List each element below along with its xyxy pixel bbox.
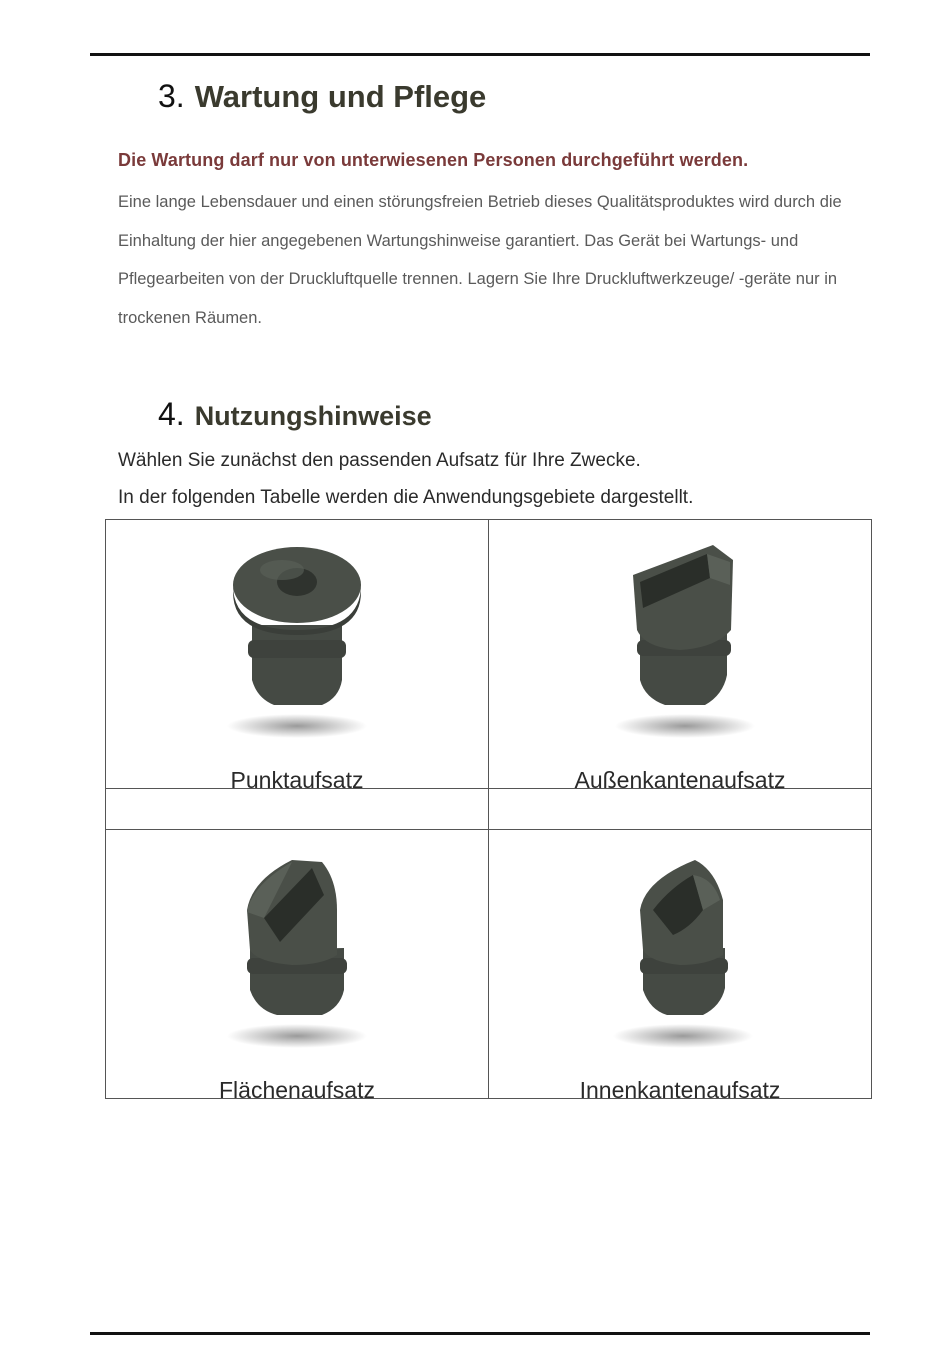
flat-attachment-image (212, 840, 382, 1050)
caption-outer-edge: Außenkantenaufsatz (574, 767, 786, 793)
outer-edge-attachment-image (595, 530, 765, 740)
section-4-number: 4 (158, 396, 176, 432)
section-4-title: Nutzungshinweise (194, 401, 432, 431)
section-3-title: Wartung und Pflege (194, 79, 487, 114)
caption-point: Punktaufsatz (230, 767, 364, 793)
maintenance-warning: Die Wartung darf nur von unterwiesenen Personen durchgeführt werden. (118, 150, 749, 170)
attachment-cell-inner-edge (489, 830, 872, 1103)
section-3-heading: 3 . Wartung und Pflege (158, 78, 487, 114)
maintenance-paragraph: Eine lange Lebensdauer und einen störungsfreien Betrieb dieses Qualitätsproduktes wird durch die Einhaltung der hier angegebenen Wartungshinweise garantiert. Das Gerät bei Wartungs- und Pflegearbeiten von der Druckluftquelle trennen. Lagern Sie Ihre Druckluftwerkzeuge/ -geräte nur in trockenen Räumen. (118, 193, 842, 327)
usage-intro-line-2: In der folgenden Tabelle werden die Anwendungsgebiete dargestellt. (118, 487, 694, 508)
usage-intro-line-1: Wählen Sie zunächst den passenden Aufsatz für Ihre Zwecke. (118, 450, 641, 471)
attachment-cell-outer-edge (489, 520, 872, 793)
caption-inner-edge: Innenkantenaufsatz (579, 1077, 781, 1103)
inner-edge-attachment-image (595, 840, 765, 1050)
top-rule (90, 53, 870, 56)
caption-flat: Flächenaufsatz (219, 1077, 375, 1103)
section-3-number: 3 (158, 78, 176, 114)
attachment-cell-flat (106, 830, 489, 1103)
point-attachment-image (212, 530, 382, 740)
section-4-heading: 4 . Nutzungshinweise (158, 396, 432, 432)
attachment-cell-point (106, 520, 489, 793)
bottom-rule (90, 1332, 870, 1335)
attachments-table (105, 519, 872, 1103)
